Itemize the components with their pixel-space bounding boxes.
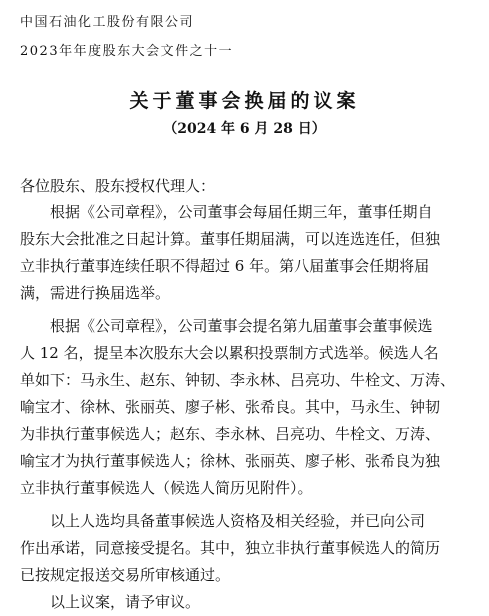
paragraph-line: 立非执行董事候选人（候选人简历见附件）。 <box>20 479 313 497</box>
paragraph-line: 喻宝才、徐林、张丽英、廖子彬、张希良。其中，马永生、钟韧 <box>20 398 441 416</box>
document-number: 2023年年度股东大会文件之十一 <box>20 44 234 59</box>
paragraph-line: 已按规定报送交易所审核通过。 <box>20 566 231 584</box>
paragraph-line: 喻宝才为执行董事候选人；徐林、张丽英、廖子彬、张希良为独 <box>20 452 441 470</box>
paragraph-line: 根据《公司章程》，公司董事会每届任期三年，董事任期自 <box>50 203 433 221</box>
paragraph-line: 单如下：马永生、赵东、钟韧、李永林、吕亮功、牛栓文、万涛、 <box>20 371 456 389</box>
paragraph-line: 立非执行董事连续任职不得超过 6 年。第八届董事会任期将届 <box>20 257 430 275</box>
paragraph-line: 作出承诺，同意接受提名。其中，独立非执行董事候选人的简历 <box>20 539 441 557</box>
paragraph-line: 以上人选均具备董事候选人资格及相关经验，并已向公司 <box>50 512 426 530</box>
salutation: 各位股东、股东授权代理人： <box>20 177 216 195</box>
paragraph-line: 为非执行董事候选人；赵东、李永林、吕亮功、牛栓文、万涛、 <box>20 425 441 443</box>
paragraph-line: 人 12 名，提呈本次股东大会以累积投票制方式选举。候选人名 <box>20 344 439 362</box>
document-title: 关于董事会换届的议案 <box>129 90 360 112</box>
paragraph-line: 根据《公司章程》，公司董事会提名第九届董事会董事候选 <box>50 317 433 335</box>
paragraph-line: 以上议案，请予审议。 <box>50 593 201 611</box>
document-date: （2024 年 6 月 28 日） <box>163 121 326 137</box>
paragraph-qualifications <box>20 508 470 589</box>
paragraph-line: 满，需进行换届选举。 <box>20 284 171 302</box>
paragraph-closing <box>20 589 470 616</box>
paragraph-line: 股东大会批准之日起计算。董事任期届满，可以连选连任，但独 <box>20 230 441 248</box>
paragraph-term <box>20 199 470 307</box>
paragraph-candidates <box>20 313 470 502</box>
company-name: 中国石油化工股份有限公司 <box>20 15 195 30</box>
